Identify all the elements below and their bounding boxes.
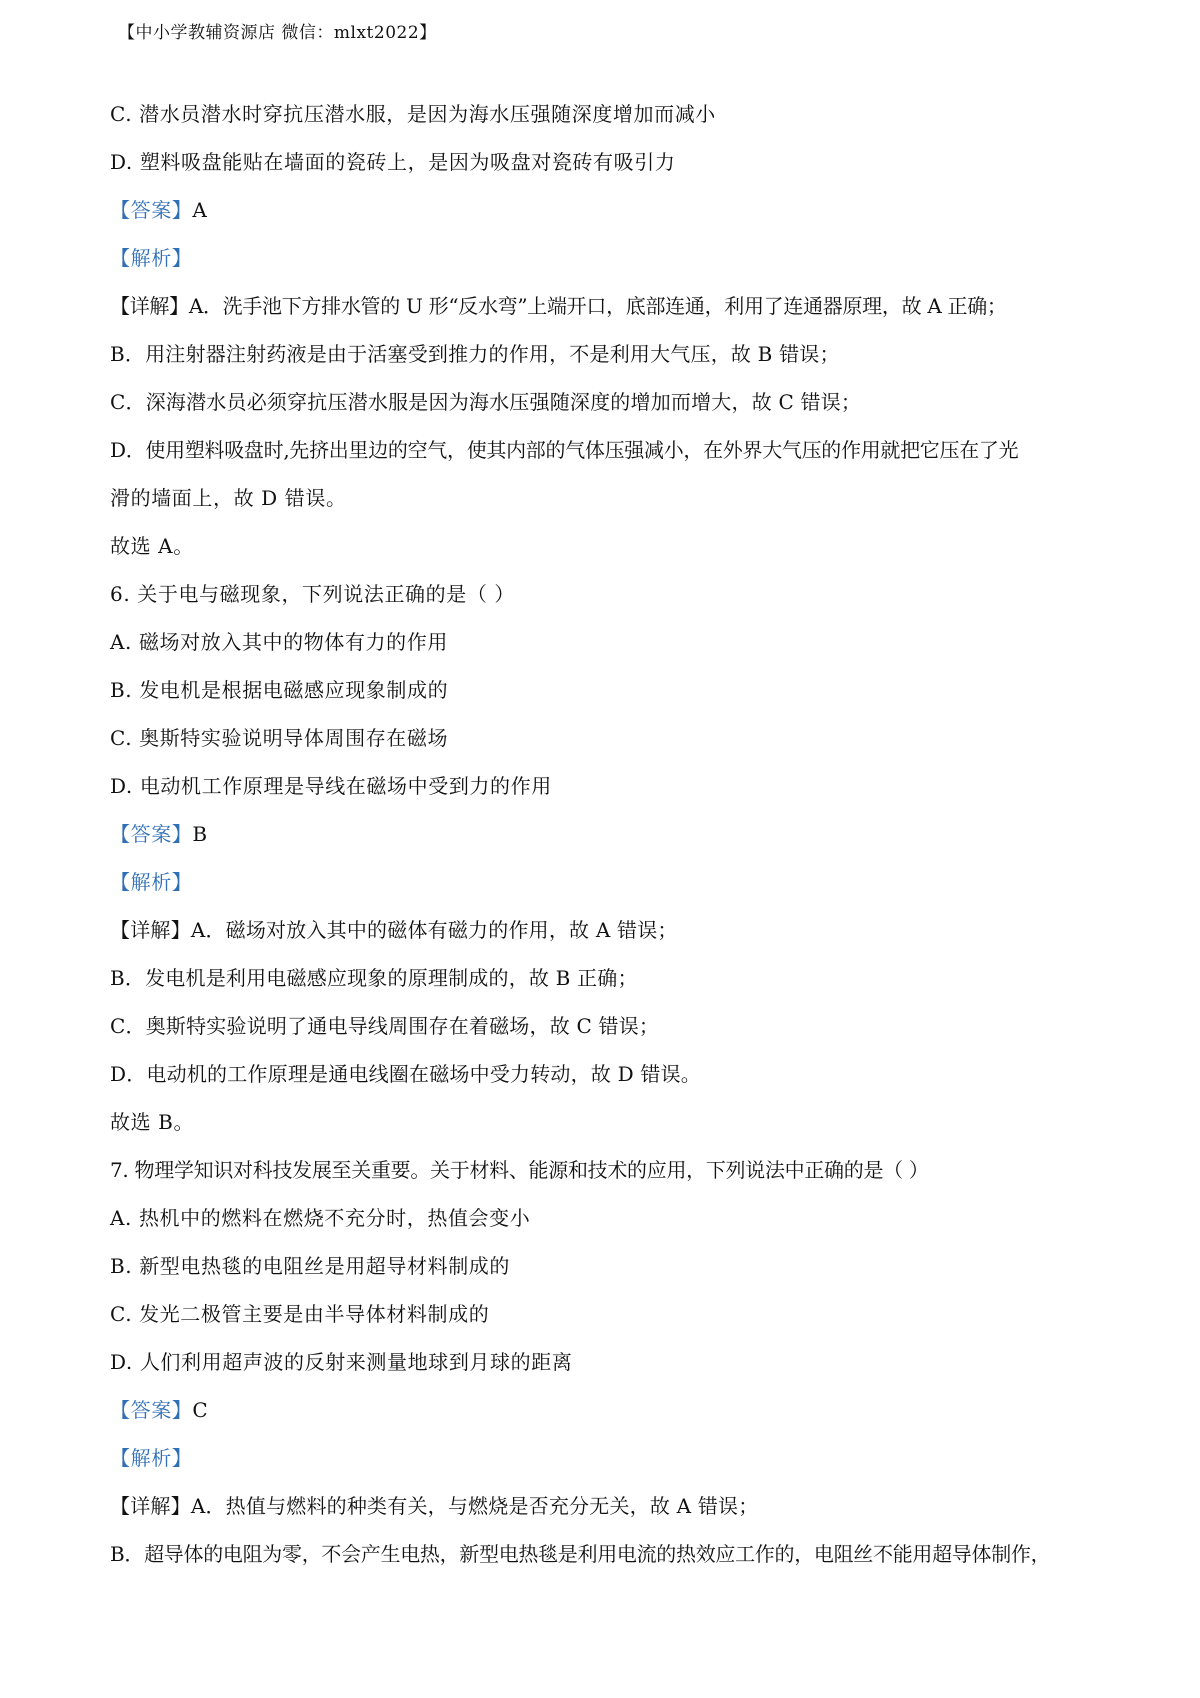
q5-analysis-tag: 【解析】 bbox=[110, 246, 193, 270]
q7-option-b: B. 新型电热毯的电阻丝是用超导材料制成的 bbox=[110, 1254, 511, 1278]
watermark: 【中小学教辅资源店 微信：mlxt2022】 bbox=[118, 23, 437, 43]
q6-detail-b: B．发电机是利用电磁感应现象的原理制成的，故 B 正确； bbox=[110, 966, 638, 990]
q5-option-d: D. 塑料吸盘能贴在墙面的瓷砖上，是因为吸盘对瓷砖有吸引力 bbox=[110, 150, 676, 174]
q7-analysis-tag: 【解析】 bbox=[110, 1446, 193, 1470]
q5-detail-d1: D．使用塑料吸盘时,先挤出里边的空气，使其内部的气体压强减小，在外界大气压的作用就把它压在了光 bbox=[110, 438, 1019, 462]
q6-option-c: C. 奥斯特实验说明导体周围存在磁场 bbox=[110, 726, 449, 750]
answer-value: B bbox=[192, 822, 208, 846]
q7-stem: 7. 物理学知识对科技发展至关重要。关于材料、能源和技术的应用，下列说法中正确的是（ ） bbox=[110, 1158, 929, 1182]
detail-tag: 【详解】 bbox=[110, 918, 191, 942]
q7-answer bbox=[110, 1396, 208, 1424]
detail-text: A．热值与燃料的种类有关，与燃烧是否充分无关，故 A 错误； bbox=[190, 1494, 759, 1518]
q6-option-d: D. 电动机工作原理是导线在磁场中受到力的作用 bbox=[110, 774, 552, 798]
q6-detail-c: C．奥斯特实验说明了通电导线周围存在着磁场，故 C 错误； bbox=[110, 1014, 660, 1038]
q6-option-a: A. 磁场对放入其中的物体有力的作用 bbox=[110, 630, 448, 654]
q6-option-b: B. 发电机是根据电磁感应现象制成的 bbox=[110, 678, 449, 702]
q5-detail-d2: 滑的墙面上，故 D 错误。 bbox=[110, 486, 347, 510]
q7-option-c: C. 发光二极管主要是由半导体材料制成的 bbox=[110, 1302, 490, 1326]
answer-tag: 【答案】 bbox=[110, 198, 193, 222]
q7-detail-a bbox=[110, 1492, 758, 1520]
q5-detail-c: C．深海潜水员必须穿抗压潜水服是因为海水压强随深度的增加而增大，故 C 错误； bbox=[110, 390, 862, 414]
answer-tag: 【答案】 bbox=[110, 822, 193, 846]
q6-detail-d: D．电动机的工作原理是通电线圈在磁场中受力转动，故 D 错误。 bbox=[110, 1062, 701, 1086]
q5-conclusion: 故选 A。 bbox=[110, 534, 194, 558]
q5-answer bbox=[110, 196, 207, 224]
q6-detail-a bbox=[110, 916, 678, 944]
answer-value: C bbox=[192, 1398, 209, 1422]
q7-option-d: D. 人们利用超声波的反射来测量地球到月球的距离 bbox=[110, 1350, 573, 1374]
answer-tag: 【答案】 bbox=[110, 1398, 193, 1422]
q7-detail-b: B．超导体的电阻为零，不会产生电热，新型电热毯是利用电流的热效应工作的，电阻丝不能用超导体制作， bbox=[110, 1542, 1051, 1566]
answer-value: A bbox=[192, 198, 208, 222]
q7-option-a: A. 热机中的燃料在燃烧不充分时，热值会变小 bbox=[110, 1206, 531, 1230]
q6-stem: 6. 关于电与磁现象，下列说法正确的是（ ） bbox=[110, 582, 515, 606]
q6-conclusion: 故选 B。 bbox=[110, 1110, 195, 1134]
detail-text: A．磁场对放入其中的磁体有磁力的作用，故 A 错误； bbox=[190, 918, 678, 942]
detail-text: A．洗手池下方排水管的 U 形“反水弯”上端开口，底部连通，利用了连通器原理，故 A 正确； bbox=[188, 294, 1007, 318]
detail-tag: 【详解】 bbox=[110, 1494, 191, 1518]
detail-tag: 【详解】 bbox=[110, 294, 189, 318]
q5-detail-b: B．用注射器注射药液是由于活塞受到推力的作用，不是利用大气压，故 B 错误； bbox=[110, 342, 840, 366]
q5-option-c: C. 潜水员潜水时穿抗压潜水服，是因为海水压强随深度增加而减小 bbox=[110, 102, 716, 126]
q6-answer bbox=[110, 820, 208, 848]
q5-detail-a bbox=[110, 292, 1007, 320]
q6-analysis-tag: 【解析】 bbox=[110, 870, 193, 894]
